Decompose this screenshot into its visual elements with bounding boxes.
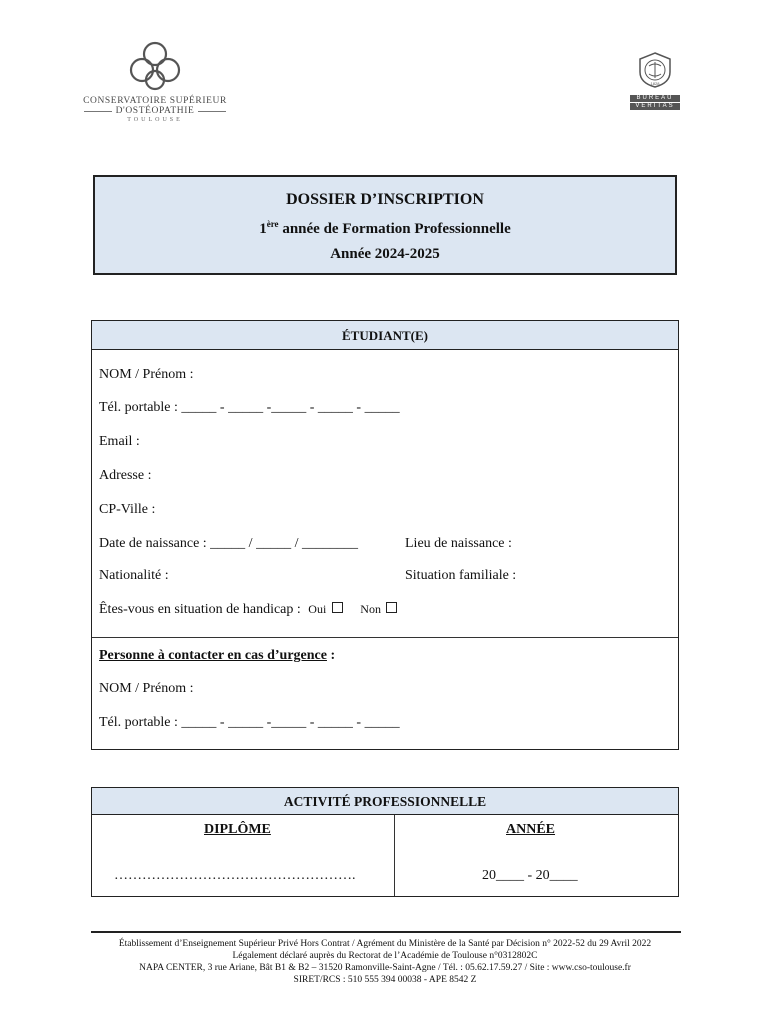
student-nationality-field[interactable]: Nationalité : — [99, 568, 169, 583]
logo-rings-icon — [125, 40, 185, 92]
handicap-non-checkbox[interactable] — [386, 602, 397, 613]
activity-section — [91, 787, 679, 897]
student-birth-place-field[interactable]: Lieu de naissance : — [405, 536, 512, 551]
student-name-field[interactable]: NOM / Prénom : — [99, 367, 194, 382]
handicap-non-label: Non — [360, 602, 381, 616]
logo-line-2: D'OSTÉOPATHIE — [115, 106, 195, 116]
handicap-label: Êtes-vous en situation de handicap : — [99, 602, 301, 617]
document-title: DOSSIER D’INSCRIPTION — [286, 191, 484, 208]
certification-label-bottom: VERITAS — [630, 103, 680, 110]
document-subtitle: 1ère année de Formation Professionnelle — [259, 219, 511, 237]
student-family-status-field[interactable]: Situation familiale : — [405, 568, 517, 583]
student-address-field[interactable]: Adresse : — [99, 468, 152, 483]
emergency-phone-field[interactable]: Tél. portable : _____ - _____ -_____ - _____ - _____ — [99, 715, 400, 730]
emergency-contact-title: Personne à contacter en cas d’urgence : — [99, 648, 336, 663]
school-logo — [80, 40, 230, 123]
emergency-name-field[interactable]: NOM / Prénom : — [99, 681, 194, 696]
handicap-oui-checkbox[interactable] — [332, 602, 343, 613]
footer-divider — [91, 931, 681, 933]
title-box — [93, 175, 677, 275]
diploma-column-header: DIPLÔME — [204, 822, 271, 837]
student-section — [91, 320, 679, 750]
footer-line-3: NAPA CENTER, 3 rue Ariane, Bât B1 & B2 – 31520 Ramonville-Saint-Agne / Tél. : 05.62.17.59.27 / Site : www.cso-toulouse.fr — [139, 963, 631, 973]
logo-line-3: TOULOUSE — [127, 117, 183, 123]
footer-line-2: Légalement déclaré auprès du Rectorat de l’Académie de Toulouse n°0312802C — [232, 951, 538, 961]
year-column-header: ANNÉE — [506, 822, 556, 837]
student-email-field[interactable]: Email : — [99, 434, 140, 449]
footer-line-4: SIRET/RCS : 510 555 394 00038 - APE 8542 Z — [293, 975, 477, 985]
certification-badge — [630, 52, 680, 110]
student-section-header: ÉTUDIANT(E) — [92, 321, 678, 350]
bureau-veritas-seal-icon — [638, 52, 672, 88]
diploma-field[interactable]: ……………………………………………. — [114, 868, 356, 883]
handicap-oui-label: Oui — [308, 602, 327, 616]
certification-label-top: BUREAU — [630, 95, 680, 102]
column-separator — [394, 815, 395, 896]
academic-year: Année 2024-2025 — [330, 246, 440, 262]
footer — [60, 938, 710, 986]
student-phone-field[interactable]: Tél. portable : _____ - _____ -_____ - _____ - _____ — [99, 400, 400, 415]
footer-line-1: Établissement d’Enseignement Supérieur Privé Hors Contrat / Agrément du Ministère de la Santé par Décision n° 2022-52 du 29 Avril 2022 — [118, 939, 652, 949]
handicap-question — [99, 602, 397, 618]
emergency-divider — [92, 637, 678, 638]
logo-line-1: CONSERVATOIRE SUPÉRIEUR — [83, 96, 227, 106]
activity-section-header: ACTIVITÉ PROFESSIONNELLE — [92, 788, 678, 815]
student-cp-city-field[interactable]: CP-Ville : — [99, 502, 156, 517]
year-field[interactable]: 20____ - 20____ — [482, 868, 578, 883]
seal-year: 1828 — [650, 81, 660, 86]
student-birth-date-field[interactable]: Date de naissance : _____ / _____ / ________ — [99, 536, 358, 551]
